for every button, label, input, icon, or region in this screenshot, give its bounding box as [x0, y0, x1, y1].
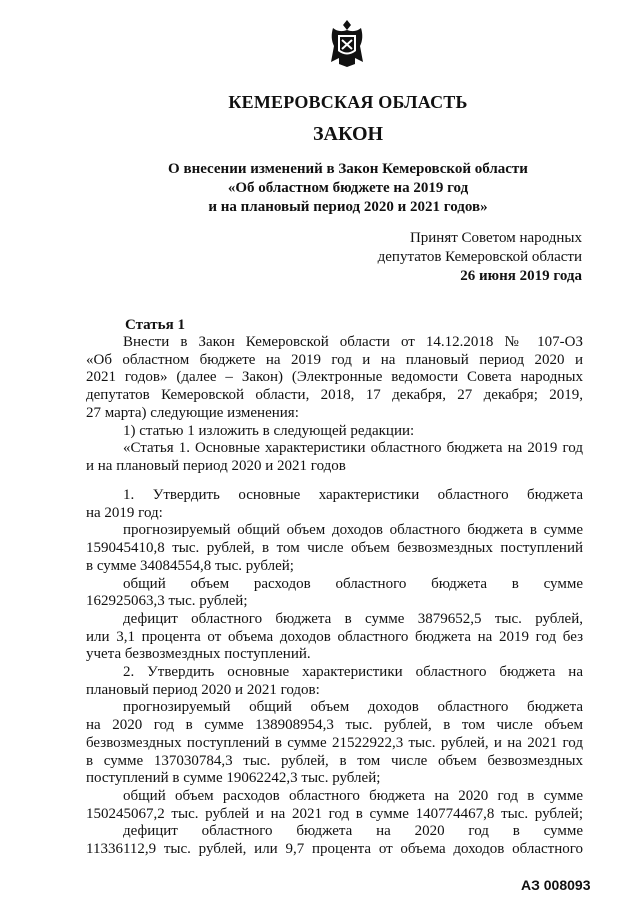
article-title: Статья 1	[125, 317, 185, 333]
adoption-block: Принят Советом народных депутатов Кемеровской области 26 июня 2019 года	[377, 230, 582, 284]
document-type: ЗАКОН	[312, 123, 384, 145]
form-serial-number: АЗ 008093	[521, 877, 591, 893]
region-title: КЕМЕРОВСКАЯ ОБЛАСТЬ	[228, 92, 468, 112]
article-intro: Внести в Закон Кемеровской области от 14.12.2018 № 107-ОЗ «Об областном бюджете на 2019 год и на плановый период 2020 и 2021 годов» (далее – Закон) (Электронные ведомости Совета народных депутатов Кемеровской области, 2018, 17 декабря, 27 декабря; 2019, 27 марта) следующие изменения: 1) статью 1 изложить в следующей редакции: «Статья 1. Основные характеристики областного бюджета на 2019 год и на плановый период 2020 и 2021 годов	[86, 334, 583, 474]
quote-line: «Статья 1. Основные характеристики областного бюджета на 2019 год	[123, 440, 583, 457]
article-body: 1. Утвердить основные характеристики областного бюджета на 2019 год: прогнозируемый общий объем доходов областного бюджета в сумме 159045410,8 тыс. рублей, в том числе объем безвозмездных поступлений в сумме 34084554,8 тыс. рублей; общий объем расходов областного бюджета в сумме 162925063,3 тыс. рублей; дефицит областного бюджета в сумме 3879652,5 тыс. рублей, или 3,1 процента от объема доходов областного бюджета на 2019 год без учета безвозмездных поступлений. 2. Утвердить основные характеристики областного бюджета на плановый период 2020 и 2021 годов: прогнозируемый общий объем доходов областного бюджета на 2020 год в сумме 138908954,3 тыс. рублей, в том числе объем безвозмездных поступлений в сумме 21522922,3 тыс. рублей, и на 2021 год в сумме 137030784,3 тыс. рублей, в том числе объем безвозмездных поступлений в сумме 19062242,3 тыс. рублей; общий объем расходов областного бюджета на 2020 год в сумме 150245067,2 тыс. рублей и на 2021 год в сумме 140774467,8 тыс. рублей; дефицит областного бюджета на 2020 год в сумме 11336112,9 тыс. рублей, или 9,7 процента от объема доходов областного	[86, 487, 583, 858]
law-subject: О внесении изменений в Закон Кемеровской области «Об областном бюджете на 2019 год и на плановый период 2020 и 2021 годов»	[168, 161, 528, 215]
item-1: 1) статью 1 изложить в следующей редакции:	[123, 422, 415, 439]
coat-of-arms-icon	[327, 18, 367, 68]
adoption-date: 26 июня 2019 года	[460, 268, 582, 284]
quote-line: и на плановый период 2020 и 2021 годов	[86, 457, 346, 474]
